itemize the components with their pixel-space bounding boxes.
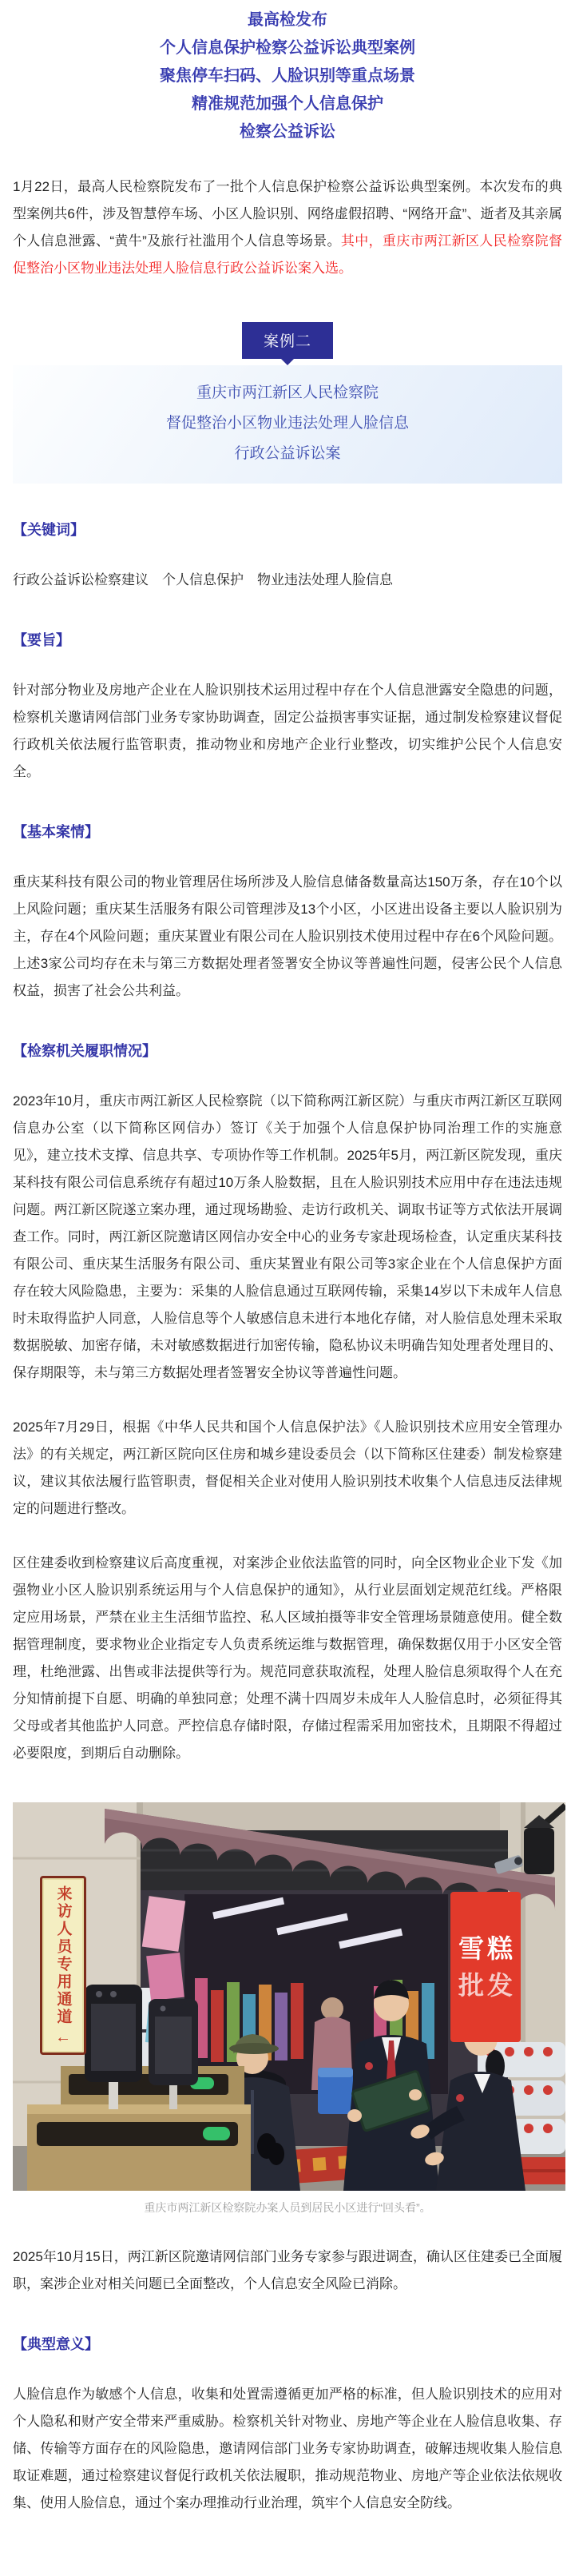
- intro-paragraph: [13, 173, 562, 282]
- performance-paragraph-2: 2025年7月29日，根据《中华人民共和国个人信息保护法》《人脸识别技术应用安全管理办法》的有关规定，两江新区院向区住房和城乡建设委员会（以下简称区住建委）制发检察建议，建议其依法履行监管职责，督促相关企业对使用人脸识别技术收集个人信息违反法律规定的问题进行整改。: [13, 1419, 562, 1516]
- header-line: 精准规范加强个人信息保护: [192, 95, 383, 113]
- case-title-box: [13, 365, 562, 484]
- left-arrow-icon: ←: [55, 2029, 71, 2046]
- visitor-channel-sign: [40, 1876, 86, 2055]
- street-inspection-photo: [13, 1802, 565, 2191]
- section-heading-significance: 【典型意义】: [13, 2336, 99, 2352]
- face-recognition-terminal: [149, 1999, 198, 2085]
- ice-cream-sign-line2: 批发: [458, 1971, 516, 2000]
- gist-paragraph: 针对部分物业及房地产企业在人脸识别技术运用过程中存在个人信息泄露安全隐患的问题，检察机关邀请网信部门业务专家协助调查，固定公益损害事实证据，通过制发检察建议督促行政机关依法履行监管职责，推动物业和房地产企业行业整改，切实维护公民个人信息安全。: [13, 683, 562, 779]
- case-title-line: 重庆市两江新区人民检察院: [196, 384, 379, 401]
- visitor-channel-sign-text: 来访人员专用通道: [54, 1885, 72, 2026]
- section-heading-gist: 【要旨】: [13, 632, 70, 648]
- ice-cream-sign: [450, 1892, 521, 2042]
- case-badge-wrap: [13, 322, 562, 359]
- intro-text: 1月22日，最高人民检察院发布了一批个人信息保护检察公益诉讼典型案例。本次发布的典型案例共6件，涉及智慧停车场、小区人脸识别、网络虚假招聘、“网络开盒”、逝者及其亲属个人信息泄露、“黄牛”及旅行社滥用个人信息等场景。: [13, 179, 562, 249]
- section-heading-facts: 【基本案情】: [13, 824, 99, 840]
- case-title-line: 督促整治小区物业违法处理人脸信息: [165, 415, 409, 432]
- section-heading-performance: 【检察机关履职情况】: [13, 1043, 157, 1059]
- article-header: [13, 6, 562, 146]
- scene-photo-figure: [13, 1802, 562, 2216]
- face-recognition-terminal: [85, 1985, 142, 2082]
- facts-paragraph: 重庆某科技有限公司的物业管理居住场所涉及人脸信息储备数量高达150万条，存在10个以上风险问题；重庆某生活服务有限公司管理涉及13个小区，小区进出设备主要以人脸识别为主，存在4个风险问题；重庆某置业有限公司在人脸识别技术使用过程中存在6个风险问题。上述3家公司均存在未与第三方数据处理者签署安全协议等普遍性问题，侵害公民个人信息权益，损害了社会公共利益。: [13, 874, 562, 998]
- intro-highlight-red: 其中，重庆市两江新区人民检察院督促整治小区物业违法处理人脸信息行政公益诉讼案入选。: [13, 233, 563, 276]
- ice-cream-sign-line1: 雪糕: [458, 1933, 516, 1963]
- keywords-text: 行政公益诉讼检察建议 个人信息保护 物业违法处理人脸信息: [13, 572, 393, 587]
- section-heading-keywords: 【关键词】: [13, 522, 85, 538]
- header-line: 个人信息保护检察公益诉讼典型案例: [160, 39, 415, 57]
- case-title-line: 行政公益诉讼案: [234, 445, 341, 462]
- header-line: 聚焦停车扫码、人脸识别等重点场景: [160, 67, 415, 85]
- header-line: 最高检发布: [248, 11, 327, 29]
- photo-caption: 重庆市两江新区检察院办案人员到居民小区进行“回头看”。: [144, 2201, 431, 2214]
- performance-paragraph-3: 区住建委收到检察建议后高度重视，对案涉企业依法监管的同时，向全区物业企业下发《加强物业小区人脸识别系统运用与个人信息保护的通知》，从行业层面划定规范红线。严格限定应用场景，严禁在业主生活细节监控、私人区域拍摄等非安全管理场景随意使用。健全数据管理制度，要求物业企业指定专人负责系统运维与数据管理，确保数据仅用于小区安全管理，杜绝泄露、出售或非法提供等行为。规范同意获取流程，处理人脸信息须取得个人在充分知情前提下自愿、明确的单独同意；处理不满十四周岁未成年人人脸信息时，必须征得其父母或者其他监护人同意。严控信息存储时限，存储过程需采用加密技术，且期限不得超过必要限度，到期后自动删除。: [13, 1555, 562, 1761]
- header-line: 检察公益诉讼: [240, 123, 335, 141]
- performance-paragraph-4: 2025年10月15日，两江新区院邀请网信部门业务专家参与跟进调查，确认区住建委已全面履职，案涉企业对相关问题已全面整改，个人信息安全风险已消除。: [13, 2249, 562, 2291]
- significance-paragraph: 人脸信息作为敏感个人信息，收集和处置需遵循更加严格的标准，但人脸识别技术的应用对个人隐私和财产安全带来严重威胁。检察机关针对物业、房地产等企业在人脸信息收集、存储、传输等方面存在的风险隐患，邀请网信部门业务专家协助调查，破解违规收集人脸信息取证难题，通过检察建议督促行政机关依法履职，推动规范物业、房地产等企业依法依规收集、使用人脸信息，通过个案办理推动行业治理，筑牢个人信息安全防线。: [13, 2387, 562, 2510]
- case-badge: 案例二: [242, 322, 333, 359]
- performance-paragraph-1: 2023年10月，重庆市两江新区人民检察院（以下简称两江新区院）与重庆市两江新区互联网信息办公室（以下简称区网信办）签订《关于加强个人信息保护协同治理工作的实施意见》，建立技术支撑、信息共享、专项协作等工作机制。2025年5月，两江新区院发现，重庆某科技有限公司信息系统存有超过10万条人脸数据，且在人脸识别技术应用中存在违法违规问题。两江新区院遂立案办理，通过现场勘验、走访行政机关、调取书证等方式依法开展调查工作。同时，两江新区院邀请区网信办安全中心的业务专家赴现场检查，认定重庆某科技有限公司、重庆某生活服务有限公司、重庆某置业有限公司等3家企业在个人信息保护方面存在较大风险隐患，主要为：采集的人脸信息通过互联网传输，采集14岁以下未成年人信息时未取得监护人同意，人脸信息等个人敏感信息未进行本地化存储，对人脸信息处理未采取数据脱敏、加密存储，未对敏感数据进行加密传输，隐私协议未明确告知处理者处理目的、保存期限等，未与第三方数据处理者签署安全协议等普遍性问题。: [13, 1093, 562, 1380]
